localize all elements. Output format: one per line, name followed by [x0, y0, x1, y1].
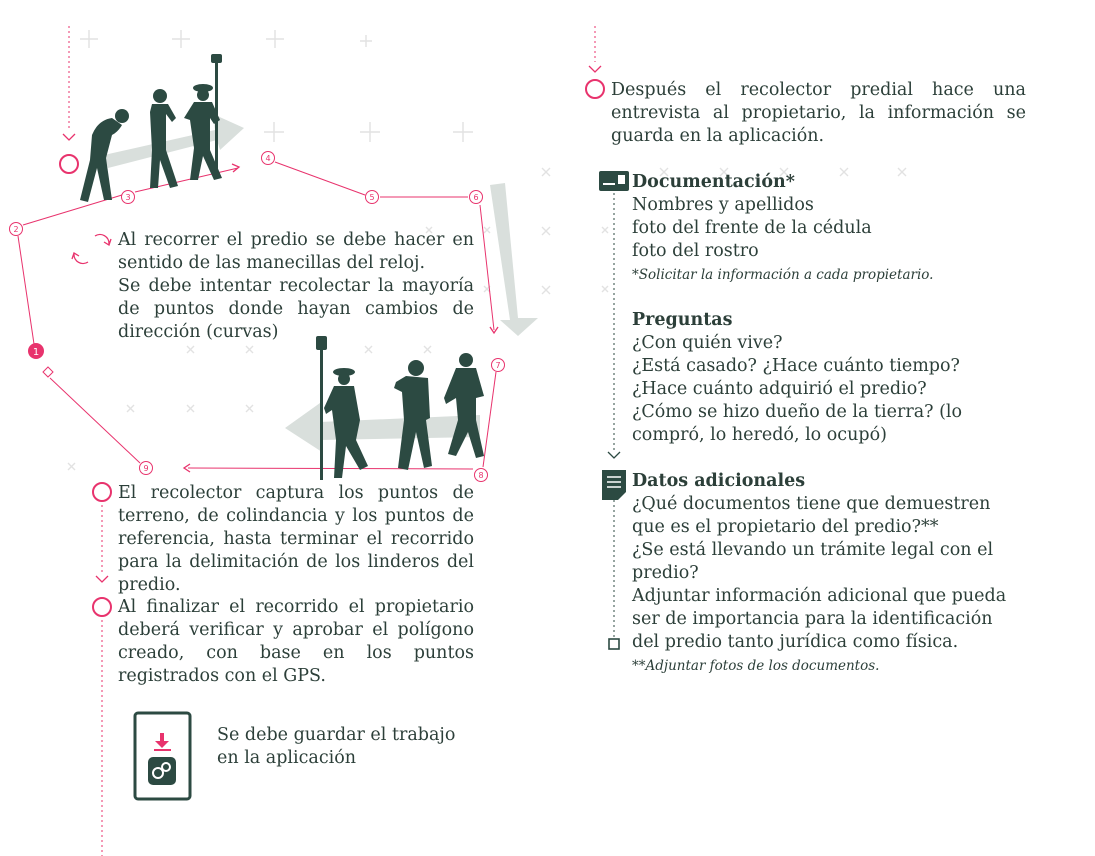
app-logo-icon [148, 757, 176, 785]
person-woman-2 [394, 360, 432, 470]
id-card-icon [599, 171, 629, 191]
end-square-marker [609, 639, 619, 649]
preguntas-section [632, 309, 1027, 447]
documentacion-section [632, 171, 1032, 285]
save-instruction-text: Se debe guardar el trabajo en la aplicación [217, 725, 456, 768]
tablet-icon [135, 713, 190, 799]
datos-item: Adjuntar información adicional que pueda ser de importancia para la identificación del predio tanto jurídica como física. [632, 586, 1007, 652]
person-man-2 [444, 353, 484, 458]
datos-item: ¿Qué documentos tiene que demuestren que es el propietario del predio?** [632, 494, 991, 537]
reference-diamond [43, 367, 53, 377]
point-4-label: 4 [265, 154, 271, 163]
documentacion-item: Nombres y apellidos [632, 195, 814, 215]
arrow-down-shape [490, 183, 538, 336]
step-circle-start [60, 155, 78, 173]
person-woman [150, 89, 178, 188]
documentacion-item: foto del frente de la cédula [632, 218, 872, 238]
document-icon [602, 470, 626, 500]
point-9-label: 9 [143, 464, 149, 473]
documentacion-note: *Solicitar la información a cada propietario. [632, 267, 934, 283]
documentacion-item: foto del rostro [632, 241, 759, 261]
step-circle-verify [93, 598, 111, 616]
datos-title: Datos adicionales [632, 471, 806, 491]
person-gps-holder [184, 54, 222, 180]
datos-note: **Adjuntar fotos de los documentos. [632, 658, 880, 674]
preguntas-item: ¿Hace cuánto adquirió el predio? [632, 379, 927, 399]
interview-step-text: Después el recolector predial hace una entrevista al propietario, la información se guarda en la aplicación. [611, 80, 1026, 146]
point-5-label: 5 [369, 193, 375, 202]
datos-item: ¿Se está llevando un trámite legal con el predio? [632, 540, 994, 583]
point-1-label: 1 [32, 347, 40, 358]
preguntas-item: ¿Está casado? ¿Hace cuánto tiempo? [632, 356, 960, 376]
arrow-left-shape [285, 403, 480, 452]
verify-step-text: Al finalizar el recorrido el propietario deberá verificar y aprobar el polígono creado, con base en los puntos registrados con el GPS. [118, 597, 474, 686]
preguntas-item: ¿Cómo se hizo dueño de la tierra? (lo compró, lo heredó, lo ocupó) [632, 402, 963, 445]
person-gps-holder-2 [316, 336, 368, 480]
walk-instructions [118, 229, 474, 344]
preguntas-title: Preguntas [632, 310, 733, 330]
point-2-label: 2 [13, 225, 19, 234]
people-bottom-illustration [316, 336, 484, 480]
walk-instruction-line-2: Se debe intentar recolectar la mayoría de puntos donde hayan cambios de dirección (curvas) [118, 276, 474, 342]
documentacion-title: Documentación* [632, 172, 795, 192]
walk-instruction-line-1: Al recorrer el predio se debe hacer en sentido de las manecillas del reloj. [118, 230, 474, 273]
step-circle-capture [93, 483, 111, 501]
point-3-label: 3 [125, 193, 131, 202]
datos-section [632, 470, 1022, 676]
point-8-label: 8 [478, 471, 484, 480]
people-top-illustration [80, 54, 222, 202]
capture-step-text: El recolector captura los puntos de terreno, de colindancia y los puntos de referencia, hasta terminar el recorrido para la delimitación de los linderos del predio. [118, 483, 474, 595]
preguntas-item: ¿Con quién vive? [632, 333, 783, 353]
point-7-label: 7 [495, 361, 501, 370]
step-circle-interview [586, 80, 604, 98]
point-6-label: 6 [473, 193, 479, 202]
